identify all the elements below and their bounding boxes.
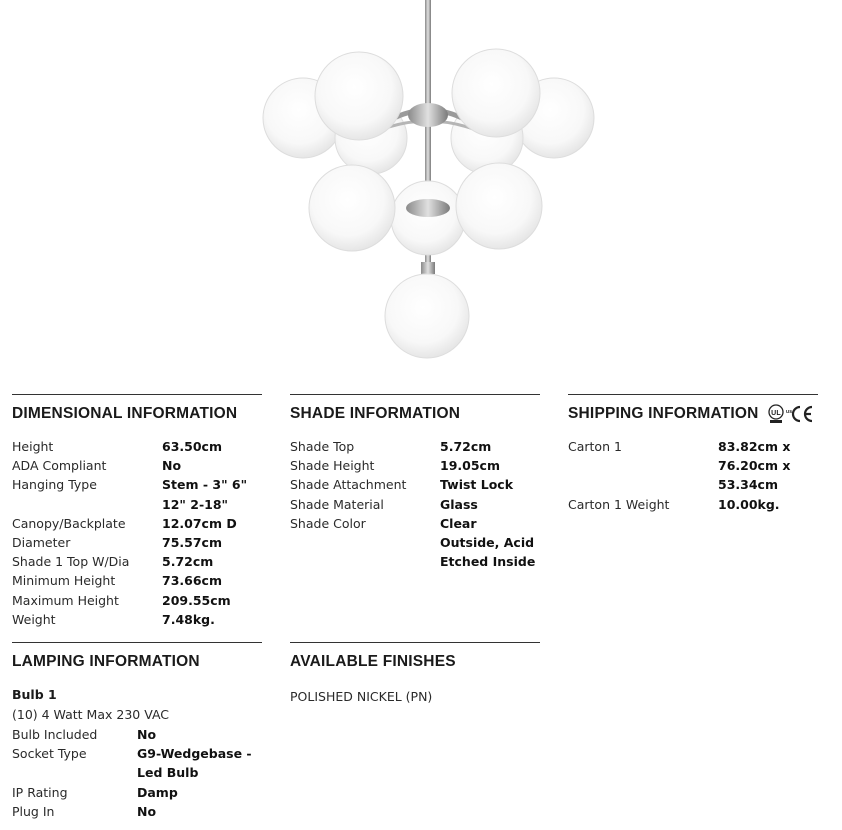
info-row xyxy=(290,437,540,456)
info-label: Socket Type xyxy=(12,746,87,762)
info-row xyxy=(12,783,262,802)
chandelier-illustration xyxy=(240,0,620,370)
info-label: Height xyxy=(12,439,54,454)
info-label: Carton 1 xyxy=(568,439,622,454)
finishes-title: AVAILABLE FINISHES xyxy=(290,653,456,670)
info-value: 75.57cm xyxy=(162,535,222,551)
info-value: 209.55cm xyxy=(162,592,231,608)
info-label: Minimum Height xyxy=(12,573,116,589)
info-value: No xyxy=(137,727,157,742)
info-label: Shade Material xyxy=(290,496,384,512)
info-label: Shade Color xyxy=(290,515,366,531)
info-row xyxy=(12,475,262,513)
info-value: 5.72cm xyxy=(162,554,214,570)
info-label: Shade Height xyxy=(290,458,375,474)
shade-rows xyxy=(290,437,540,571)
finishes-section xyxy=(290,642,540,707)
info-value: Damp xyxy=(137,784,178,800)
lamping-title: LAMPING INFORMATION xyxy=(12,653,200,670)
product-image xyxy=(240,0,620,370)
info-value: Glass xyxy=(440,496,478,512)
info-row xyxy=(12,571,262,590)
info-label: ADA Compliant xyxy=(12,458,107,474)
info-row xyxy=(12,533,262,552)
info-label: Maximum Height xyxy=(12,592,119,608)
info-label: Shade 1 Top W/Dia xyxy=(12,554,130,570)
section-divider xyxy=(12,642,262,643)
shipping-title: SHIPPING INFORMATION xyxy=(568,405,759,422)
shipping-section xyxy=(568,394,834,514)
info-label: Bulb Included xyxy=(12,727,98,742)
info-value: 7.48kg. xyxy=(162,611,215,627)
info-row xyxy=(568,495,834,514)
info-row xyxy=(290,456,540,475)
info-row xyxy=(12,725,262,744)
finishes-list xyxy=(290,687,540,707)
section-divider xyxy=(290,394,540,395)
info-row xyxy=(12,437,262,456)
info-row xyxy=(290,514,540,572)
info-value: Twist Lock xyxy=(440,477,514,493)
ce-mark-icon xyxy=(789,404,815,424)
info-value: 5.72cm xyxy=(440,439,492,454)
info-row xyxy=(12,802,262,821)
info-row xyxy=(290,495,540,514)
section-divider xyxy=(12,394,262,395)
info-label: Shade Attachment xyxy=(290,477,407,493)
svg-text:UL: UL xyxy=(770,410,781,417)
info-value: G9-Wedgebase - Led Bulb xyxy=(137,746,252,781)
section-divider xyxy=(290,642,540,643)
info-value: 19.05cm xyxy=(440,458,500,474)
info-row xyxy=(12,744,262,782)
bulb-title: Bulb 1 xyxy=(12,687,57,702)
info-label: Weight xyxy=(12,611,56,627)
info-value: 10.00kg. xyxy=(718,496,780,512)
info-label: Shade Top xyxy=(290,439,355,454)
info-row xyxy=(12,456,262,475)
certification-icons xyxy=(767,404,815,424)
ul-listed-icon xyxy=(767,404,792,424)
info-label: Plug In xyxy=(12,803,55,819)
info-value: No xyxy=(162,458,182,474)
finish-item: POLISHED NICKEL (PN) xyxy=(290,689,433,704)
info-value: 12.07cm D xyxy=(162,515,237,531)
info-value: No xyxy=(137,803,157,819)
info-label: Carton 1 Weight xyxy=(568,496,670,512)
info-row xyxy=(12,552,262,571)
bulb-description: (10) 4 Watt Max 230 VAC xyxy=(12,707,170,722)
info-label: Diameter xyxy=(12,535,71,551)
shipping-title-row xyxy=(568,403,834,425)
info-label: IP Rating xyxy=(12,784,68,800)
lamping-section xyxy=(12,642,262,821)
svg-text:us: us xyxy=(785,409,792,415)
info-value: 63.50cm xyxy=(162,439,222,454)
info-label: Hanging Type xyxy=(12,477,97,493)
info-row xyxy=(290,475,540,494)
info-value: 83.82cm x 76.20cm x 53.34cm xyxy=(718,439,791,493)
info-row xyxy=(12,514,262,533)
shade-section xyxy=(290,394,540,571)
info-row xyxy=(12,591,262,610)
section-divider xyxy=(568,394,818,395)
lamping-rows xyxy=(12,725,262,821)
dimensional-rows xyxy=(12,437,262,629)
dimensional-section xyxy=(12,394,262,629)
info-row xyxy=(12,610,262,629)
shipping-rows xyxy=(568,437,834,514)
dimensional-title: DIMENSIONAL INFORMATION xyxy=(12,405,238,422)
info-value: Clear Outside, Acid Etched Inside xyxy=(440,515,536,570)
info-row xyxy=(568,437,834,495)
info-label: Canopy/Backplate xyxy=(12,515,126,531)
info-value: Stem - 3" 6" 12" 2-18" xyxy=(162,477,248,512)
shade-title: SHADE INFORMATION xyxy=(290,405,461,422)
info-value: 73.66cm xyxy=(162,573,222,589)
